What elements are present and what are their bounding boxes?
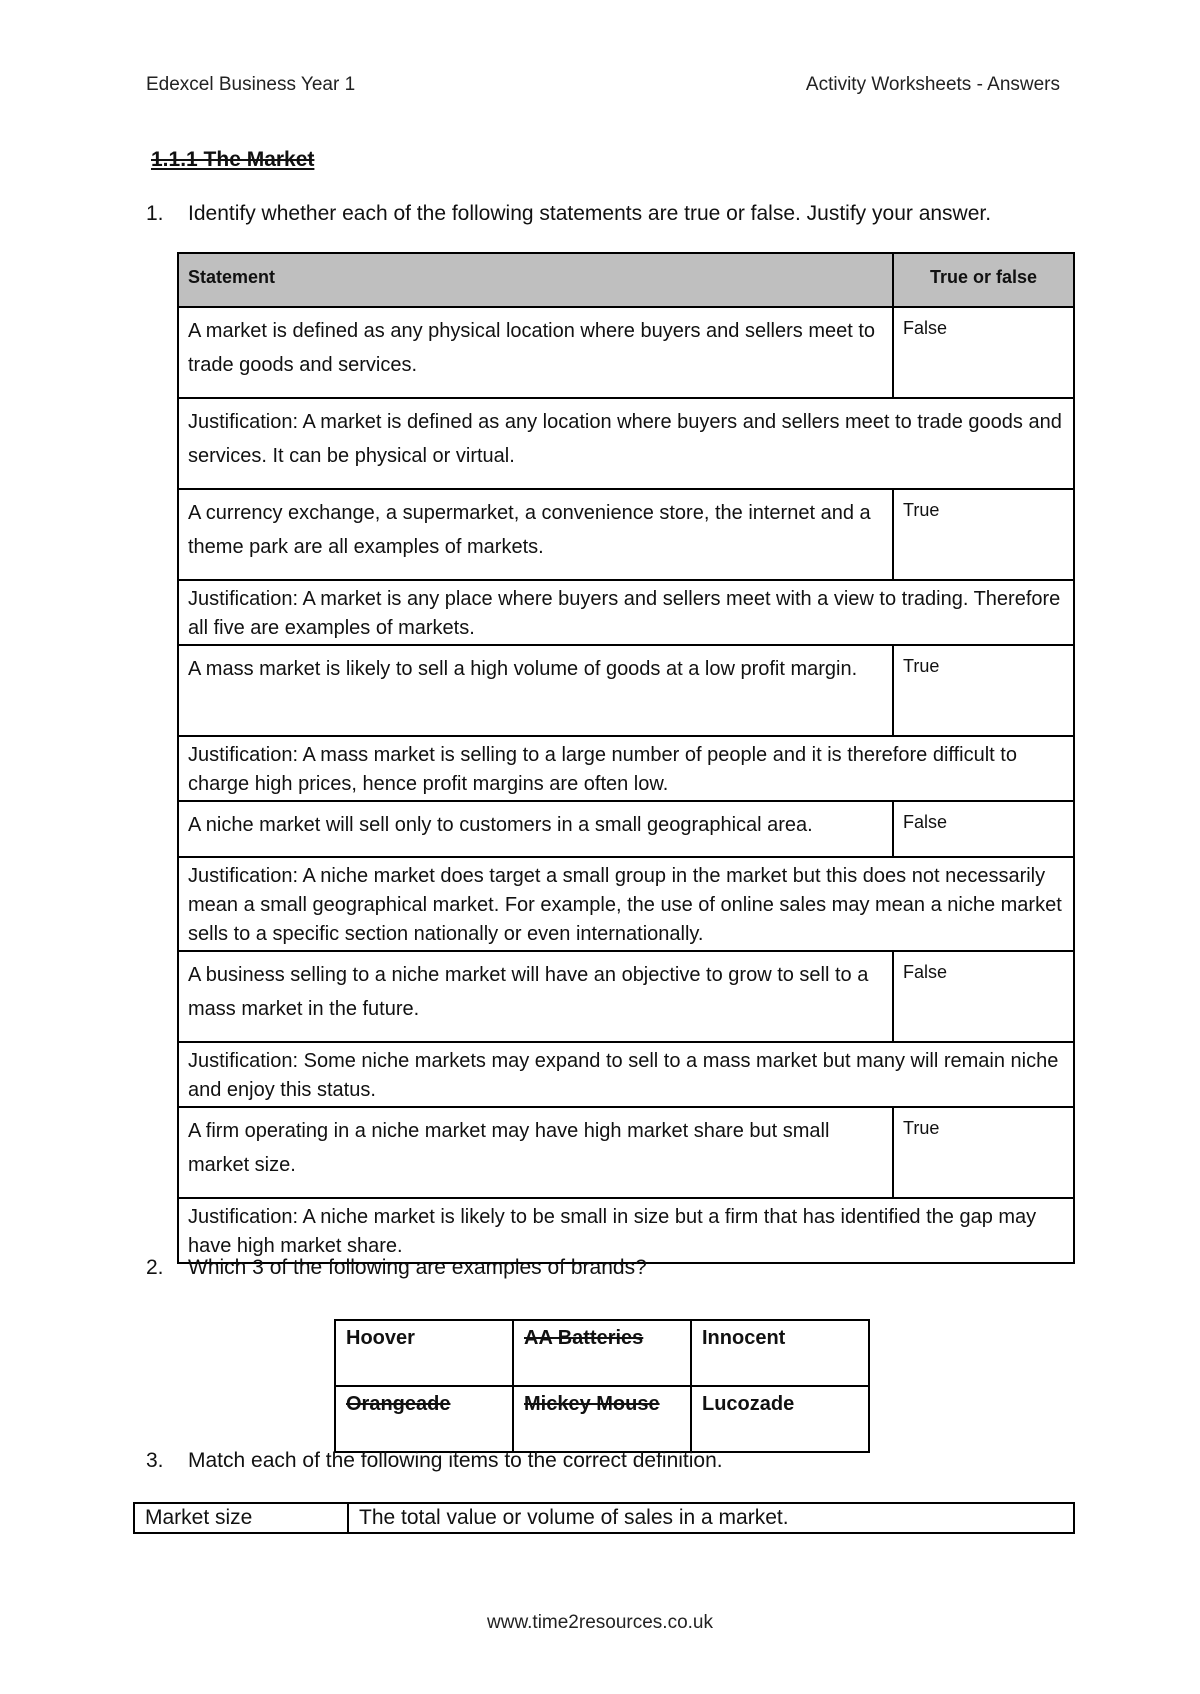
statement-cell: A firm operating in a niche market may have high market share but small market size.: [178, 1107, 893, 1198]
statement-row: [178, 801, 1074, 857]
statement-cell: A mass market is likely to sell a high volume of goods at a low profit margin.: [178, 645, 893, 736]
statement-cell: A niche market will sell only to customers in a small geographical area.: [178, 801, 893, 857]
brand-cell-struck: [513, 1320, 691, 1386]
justification-row: [178, 580, 1074, 645]
justification-cell: Justification: Some niche markets may expand to sell to a mass market but many will remain niche and enjoy this status.: [178, 1042, 1074, 1107]
match-table: [133, 1502, 1075, 1534]
brand-cell: [691, 1320, 869, 1386]
justification-cell: Justification: A mass market is selling to a large number of people and it is therefore difficult to charge high prices, hence profit margins are often low.: [178, 736, 1074, 801]
term-cell: Market size: [134, 1503, 348, 1533]
statement-row: [178, 951, 1074, 1042]
answer-cell: False: [893, 307, 1074, 398]
statement-row: [178, 645, 1074, 736]
definition-cell: The total value or volume of sales in a market.: [348, 1503, 1074, 1533]
justification-row: [178, 857, 1074, 951]
header-right: Activity Worksheets - Answers: [805, 74, 1060, 95]
answer-cell: False: [893, 801, 1074, 857]
question-3: [146, 1449, 723, 1473]
brand-cell-struck: [335, 1386, 513, 1452]
brand-cell: [335, 1320, 513, 1386]
justification-cell: Justification: A niche market does target a small group in the market but this does not necessarily mean a small geographical market. For example, the use of online sales may mean a niche market sells to a specific section nationally or even internationally.: [178, 857, 1074, 951]
statement-row: [178, 1107, 1074, 1198]
brand-label: Mickey Mouse: [524, 1393, 660, 1415]
column-header-statement: Statement: [178, 253, 893, 307]
answer-cell: True: [893, 489, 1074, 580]
question-1: [146, 202, 991, 226]
question-number: 3.: [146, 1449, 164, 1472]
statement-row: [178, 489, 1074, 580]
question-text: Identify whether each of the following statements are true or false. Justify your answer.: [188, 202, 992, 225]
justification-row: [178, 736, 1074, 801]
brands-row: [335, 1320, 869, 1386]
section-title: 1.1.1 The Market: [151, 148, 315, 171]
answer-cell: False: [893, 951, 1074, 1042]
question-number: 1.: [146, 202, 164, 225]
question-number: 2.: [146, 1256, 164, 1279]
match-row: [134, 1503, 1074, 1533]
statement-row: [178, 307, 1074, 398]
justification-row: [178, 1198, 1074, 1263]
brand-cell-struck: [513, 1386, 691, 1452]
statement-cell: A market is defined as any physical location where buyers and sellers meet to trade goods and services.: [178, 307, 893, 398]
justification-cell: Justification: A market is any place where buyers and sellers meet with a view to trading. Therefore all five are examples of markets.: [178, 580, 1074, 645]
brand-label: Hoover: [346, 1327, 415, 1349]
statement-cell: A business selling to a niche market will have an objective to grow to sell to a mass market in the future.: [178, 951, 893, 1042]
question-text: Which 3 of the following are examples of brands?: [188, 1256, 647, 1279]
question-text: Match each of the following items to the correct definition.: [188, 1449, 723, 1472]
question-2: [146, 1256, 647, 1280]
justification-cell: Justification: A market is defined as any location where buyers and sellers meet to trade goods and services. It can be physical or virtual.: [178, 398, 1074, 489]
brand-label: AA Batteries: [524, 1327, 644, 1349]
header-left: Edexcel Business Year 1: [146, 74, 356, 95]
brand-label: Lucozade: [702, 1393, 795, 1415]
footer-url: www.time2resources.co.uk: [487, 1612, 713, 1633]
true-false-table: [177, 252, 1075, 1264]
table-header-row: [178, 253, 1074, 307]
brand-label: Innocent: [702, 1327, 786, 1349]
column-header-answer: True or false: [893, 253, 1074, 307]
statement-cell: A currency exchange, a supermarket, a convenience store, the internet and a theme park are all examples of markets.: [178, 489, 893, 580]
answer-cell: True: [893, 1107, 1074, 1198]
brands-table: [334, 1319, 870, 1453]
justification-row: [178, 398, 1074, 489]
justification-row: [178, 1042, 1074, 1107]
answer-cell: True: [893, 645, 1074, 736]
justification-cell: Justification: A niche market is likely to be small in size but a firm that has identified the gap may have high market share.: [178, 1198, 1074, 1263]
brand-cell: [691, 1386, 869, 1452]
brand-label: Orangeade: [346, 1393, 451, 1415]
brands-row: [335, 1386, 869, 1452]
